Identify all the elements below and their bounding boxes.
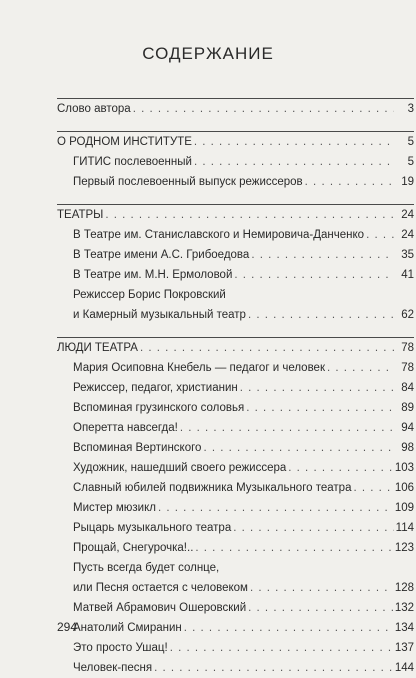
- toc-entry: [57, 618, 414, 638]
- toc-entry-page: 109: [394, 502, 414, 514]
- toc-entry: [57, 498, 414, 518]
- toc-entry: [57, 245, 414, 265]
- toc-entry: [57, 418, 414, 438]
- toc-entry: [57, 398, 414, 418]
- toc-entry-label: Человек-песня: [73, 662, 153, 674]
- page-title: СОДЕРЖАНИЕ: [142, 44, 274, 63]
- section-heading-label: ТЕАТРЫ: [57, 209, 104, 221]
- toc-entry-page: 94: [401, 422, 414, 434]
- toc-entry-label: Мистер мюзикл: [73, 502, 156, 514]
- section-heading-page: 5: [407, 136, 414, 148]
- toc-entry: [57, 538, 414, 558]
- leader-dots: [133, 99, 394, 119]
- toc-entry-label: Оперетта навсегда!: [73, 422, 178, 434]
- toc-entry: [57, 658, 414, 678]
- toc-entry-label: Славный юбилей подвижника Музыкального театра: [73, 482, 352, 494]
- toc-entry: [57, 172, 414, 192]
- page-number: 294: [57, 620, 78, 634]
- toc-entry-label: Мария Осиповна Кнебель — педагог и человек: [73, 362, 325, 374]
- leader-dots: [195, 538, 392, 558]
- toc-entry-label-continued: и Камерный музыкальный театр: [73, 309, 246, 321]
- toc-entry: [57, 438, 414, 458]
- toc-entry-page: 5: [407, 156, 414, 168]
- toc-entry-label: Прощай, Снегурочка!..: [73, 542, 194, 554]
- toc-entry-label: Матвей Абрамович Ошеровский: [73, 602, 247, 614]
- toc-entry-page: 19: [401, 176, 414, 188]
- toc-entry-label: В Театре им. Станиславского и Немировича-Данченко: [73, 229, 365, 241]
- toc-entry: [57, 598, 414, 618]
- section-heading-label: ЛЮДИ ТЕАТРА: [57, 342, 138, 354]
- toc-entry-label: Вспоминая Вертинского: [73, 442, 202, 454]
- table-of-contents: [57, 98, 414, 678]
- toc-entry-page: 137: [394, 642, 414, 654]
- leader-dots: [327, 358, 394, 378]
- toc-entry: [57, 518, 414, 538]
- toc-entry: [57, 152, 414, 172]
- toc-entry-page: 144: [394, 662, 414, 674]
- toc-entry-label: ГИТИС послевоенный: [73, 156, 192, 168]
- toc-entry-label: Это просто Ушац!: [73, 642, 168, 654]
- leader-dots: [194, 152, 394, 172]
- toc-entry-label: Слово автора: [57, 103, 131, 115]
- leader-dots: [246, 398, 394, 418]
- leader-dots: [234, 265, 394, 285]
- toc-entry-label: Вспоминая грузинского соловья: [73, 402, 245, 414]
- leader-dots: [240, 378, 394, 398]
- toc-entry-page: 35: [401, 249, 414, 261]
- leader-dots: [366, 225, 394, 245]
- toc-entry: [57, 458, 414, 478]
- toc-entry-page: 78: [401, 362, 414, 374]
- toc-entry-page: 128: [394, 582, 414, 594]
- toc-entry-multiline: [57, 558, 414, 598]
- toc-entry: [57, 378, 414, 398]
- leader-dots: [233, 518, 393, 538]
- toc-section-heading: [57, 338, 414, 358]
- toc-entry-label: Рыцарь музыкального театра: [73, 522, 232, 534]
- section-heading-page: 78: [401, 342, 414, 354]
- toc-entry-page: 103: [394, 462, 414, 474]
- toc-entry-label: Художник, нашедший своего режиссера: [73, 462, 287, 474]
- toc-entry-label: Режиссер Борис Покровский: [73, 289, 226, 301]
- toc-entry-intro: [57, 99, 414, 119]
- leader-dots: [248, 305, 394, 325]
- toc-entry-label: Режиссер, педагог, христианин: [73, 382, 238, 394]
- leader-dots: [288, 458, 393, 478]
- leader-dots: [250, 578, 393, 598]
- toc-entry: [57, 358, 414, 378]
- leader-dots: [353, 478, 392, 498]
- leader-dots: [248, 598, 393, 618]
- toc-entry-page: 123: [394, 542, 414, 554]
- toc-entry-page: 89: [401, 402, 414, 414]
- toc-entry-label: В Театре им. М.Н. Ермоловой: [73, 269, 233, 281]
- toc-entry-page: 84: [401, 382, 414, 394]
- leader-dots: [203, 438, 394, 458]
- toc-section-heading: [57, 132, 414, 152]
- leader-dots: [180, 418, 394, 438]
- toc-entry-label: Пусть всегда будет солнце,: [73, 562, 220, 574]
- section-heading-label: О РОДНОМ ИНСТИТУТЕ: [57, 136, 192, 148]
- toc-entry: [57, 478, 414, 498]
- toc-entry: [57, 638, 414, 658]
- toc-entry-page: 3: [407, 103, 414, 115]
- leader-dots: [170, 638, 393, 658]
- toc-entry: [57, 265, 414, 285]
- leader-dots: [154, 658, 393, 678]
- leader-dots: [158, 498, 393, 518]
- leader-dots: [251, 245, 394, 265]
- leader-dots: [194, 132, 394, 152]
- section-heading-page: 24: [401, 209, 414, 221]
- leader-dots: [105, 205, 394, 225]
- leader-dots: [305, 172, 394, 192]
- toc-entry-page: 114: [395, 522, 414, 534]
- toc-entry-page: 24: [401, 229, 414, 241]
- toc-entry-page: 134: [394, 622, 414, 634]
- toc-entry-label-continued: или Песня остается с человеком: [73, 582, 248, 594]
- toc-entry-multiline: [57, 285, 414, 325]
- leader-dots: [140, 338, 394, 358]
- toc-section-heading: [57, 205, 414, 225]
- toc-entry-page: 62: [401, 309, 414, 321]
- toc-entry-label: Анатолий Смиранин: [73, 622, 182, 634]
- leader-dots: [184, 618, 393, 638]
- toc-entry-page: 132: [394, 602, 414, 614]
- toc-entry-label: Первый послевоенный выпуск режиссеров: [73, 176, 303, 188]
- toc-entry-label: В Театре имени А.С. Грибоедова: [73, 249, 250, 261]
- toc-entry-page: 106: [394, 482, 414, 494]
- toc-entry-page: 41: [401, 269, 414, 281]
- toc-entry: [57, 225, 414, 245]
- toc-entry-page: 98: [401, 442, 414, 454]
